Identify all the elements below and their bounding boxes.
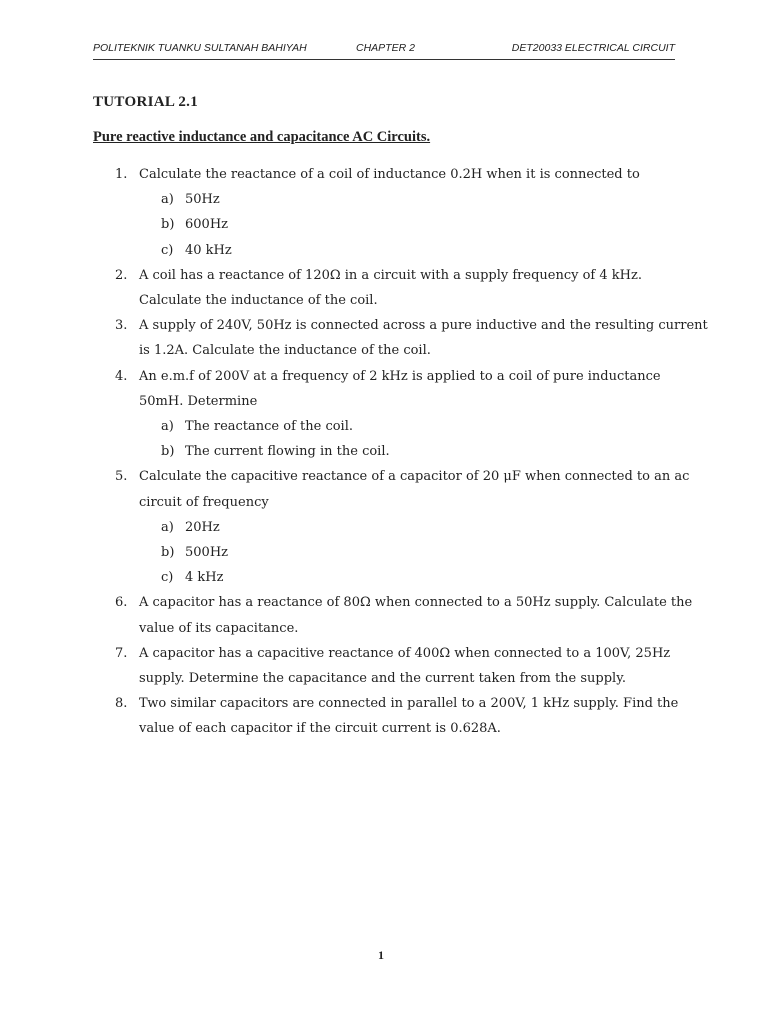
question-text: is 1.2A. Calculate the inductance of the coil. bbox=[139, 343, 431, 359]
question-item bbox=[93, 691, 693, 741]
question-text: Calculate the reactance of a coil of inductance 0.2H when it is connected to bbox=[139, 167, 640, 182]
page-header bbox=[93, 42, 675, 60]
tutorial-title: TUTORIAL 2.1 bbox=[93, 94, 199, 110]
sub-question-item bbox=[93, 187, 693, 212]
question-text: Calculate the capacitive reactance of a capacitor of 20 μF when connected to an ac bbox=[139, 469, 690, 485]
question-text: A coil has a reactance of 120Ω in a circuit with a supply frequency of 4 kHz. bbox=[139, 267, 642, 283]
sub-question-letter: a) bbox=[161, 192, 174, 208]
question-text: A capacitor has a reactance of 80Ω when connected to a 50Hz supply. Calculate the bbox=[139, 595, 693, 611]
sub-question-letter: a) bbox=[161, 419, 174, 435]
question-number: 8. bbox=[115, 696, 128, 712]
question-number: 3. bbox=[115, 318, 128, 334]
sub-question-letter: b) bbox=[161, 545, 175, 561]
question-item bbox=[93, 313, 708, 363]
sub-question-letter: c) bbox=[161, 570, 174, 586]
question-item bbox=[93, 364, 693, 414]
question-number: 1. bbox=[115, 167, 128, 182]
page-number: 1 bbox=[378, 948, 384, 962]
sub-question-item bbox=[93, 238, 693, 263]
question-text: An e.m.f of 200V at a frequency of 2 kHz is applied to a coil of pure inductance bbox=[139, 368, 661, 384]
sub-question-item bbox=[93, 212, 693, 237]
question-text: circuit of frequency bbox=[139, 494, 269, 510]
sub-question-text: The reactance of the coil. bbox=[185, 419, 354, 435]
question-text: A capacitor has a capacitive reactance of 400Ω when connected to a 100V, 25Hz bbox=[139, 645, 671, 661]
tutorial-subtitle: Pure reactive inductance and capacitance AC Circuits. bbox=[93, 129, 431, 145]
question-text: value of each capacitor if the circuit current is 0.628A. bbox=[139, 721, 501, 737]
question-number: 5. bbox=[115, 469, 128, 485]
question-list bbox=[93, 162, 708, 742]
question-text: A supply of 240V, 50Hz is connected across a pure inductive and the resulting current bbox=[139, 318, 708, 334]
sub-question-item bbox=[93, 565, 693, 590]
question-number: 4. bbox=[115, 368, 128, 384]
question-item bbox=[93, 641, 693, 691]
question-item bbox=[93, 263, 693, 313]
question-text: Two similar capacitors are connected in parallel to a 200V, 1 kHz supply. Find the bbox=[139, 696, 679, 712]
sub-question-letter: b) bbox=[161, 444, 175, 460]
sub-question-item bbox=[93, 439, 693, 464]
sub-question-text: 4 kHz bbox=[185, 570, 224, 586]
header-institution: POLITEKNIK TUANKU SULTANAH BAHIYAH bbox=[93, 42, 307, 54]
sub-question-text: 50Hz bbox=[185, 192, 220, 208]
question-text: value of its capacitance. bbox=[139, 620, 299, 636]
sub-question-letter: c) bbox=[161, 242, 174, 258]
question-text: supply. Determine the capacitance and the current taken from the supply. bbox=[139, 671, 626, 687]
sub-question-item bbox=[93, 540, 693, 565]
header-chapter: CHAPTER 2 bbox=[356, 42, 415, 54]
sub-question-text: 20Hz bbox=[185, 519, 220, 535]
question-text: 50mH. Determine bbox=[139, 393, 258, 409]
sub-question-item bbox=[93, 414, 693, 439]
question-number: 6. bbox=[115, 595, 128, 611]
sub-question-text: 500Hz bbox=[185, 545, 228, 561]
sub-question-letter: b) bbox=[161, 217, 175, 233]
sub-question-letter: a) bbox=[161, 519, 174, 535]
sub-question-item bbox=[93, 515, 693, 540]
question-item bbox=[93, 162, 693, 187]
sub-question-text: 600Hz bbox=[185, 217, 228, 233]
header-course: DET20033 ELECTRICAL CIRCUIT bbox=[511, 42, 675, 54]
sub-question-text: The current flowing in the coil. bbox=[185, 444, 390, 460]
sub-question-text: 40 kHz bbox=[185, 242, 232, 258]
question-item bbox=[93, 464, 693, 514]
question-text: Calculate the inductance of the coil. bbox=[139, 293, 378, 309]
question-number: 2. bbox=[115, 267, 128, 283]
question-item bbox=[93, 590, 693, 640]
question-number: 7. bbox=[115, 645, 128, 661]
